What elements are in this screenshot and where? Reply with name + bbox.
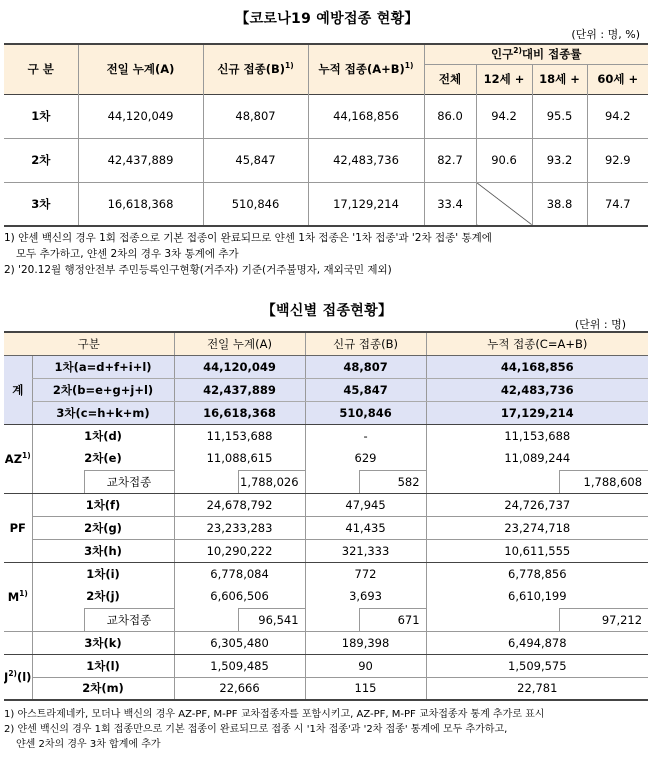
cell-new: 45,847 — [305, 378, 426, 401]
cell-cum: 6,610,199 — [426, 585, 648, 608]
cell-age18: 38.8 — [532, 182, 587, 226]
note-line: 2) 얀센 백신의 경우 1회 접종만으로 기본 접종이 완료되므로 접종 시 '1차 접종'과 '2차 접종' 통계에 모두 추가하고, — [4, 724, 508, 735]
cell-new: 115 — [305, 677, 426, 700]
cell-prev: 16,618,368 — [78, 182, 203, 226]
cell-new: 48,807 — [305, 355, 426, 378]
row-label: 1차(d) — [32, 424, 174, 447]
cell-new: 510,846 — [305, 401, 426, 424]
row-label: 2차(g) — [32, 516, 174, 539]
cell-prev: 6,305,480 — [174, 631, 305, 654]
cell-cum: 22,781 — [426, 677, 648, 700]
row-label: 2차(m) — [32, 677, 174, 700]
cell-cum: 24,726,737 — [426, 493, 648, 516]
cross-vaccination-label: 교차접종 — [84, 470, 174, 493]
row-label: 3차(k) — [32, 631, 174, 654]
cell-cum: 97,212 — [559, 608, 648, 631]
cell-cum: 1,788,608 — [559, 470, 648, 493]
cell-new: 582 — [359, 470, 426, 493]
row-label: 2차(e) — [32, 447, 174, 470]
cell-cum: 1,509,575 — [426, 654, 648, 677]
cell-prev: 44,120,049 — [174, 355, 305, 378]
group-j-label: $J^{2)}(l)$ — [4, 654, 32, 700]
row-label: 1차 — [4, 94, 78, 138]
vaccination-status-table — [4, 43, 648, 227]
cell-prev: 16,618,368 — [174, 401, 305, 424]
header-rate-group: 인구$^{2)}$대비 접종률 — [424, 44, 648, 64]
row-label: 2차(b=e+g+j+l) — [32, 378, 174, 401]
cell-prev: 1,509,485 — [174, 654, 305, 677]
row-label: 1차(f) — [32, 493, 174, 516]
header-age12: 12세 + — [476, 64, 532, 94]
cell-new: 48,807 — [203, 94, 308, 138]
cell-age18: 93.2 — [532, 138, 587, 182]
header-new: 신규 접종$(B)^{1)}$ — [203, 44, 308, 94]
cell-new: 189,398 — [305, 631, 426, 654]
group-az-label: AZ$^{1)}$ — [4, 424, 32, 493]
cell-total: 33.4 — [424, 182, 476, 226]
diagonal-empty-cell — [476, 182, 532, 226]
note-line: 얀센 2차의 경우 3차 합계에 추가 — [16, 739, 161, 750]
cell-new: 629 — [305, 447, 426, 470]
cell-new: 510,846 — [203, 182, 308, 226]
header-cum: 누적 접종(C=A+B) — [426, 332, 648, 355]
cell-prev: 6,778,084 — [174, 562, 305, 585]
cell-age18: 95.5 — [532, 94, 587, 138]
header-category: 구분 — [4, 332, 174, 355]
cell-age12: 94.2 — [476, 94, 532, 138]
table1-notes — [4, 230, 492, 278]
cell-cum: 17,129,214 — [308, 182, 424, 226]
group-pf-label: PF — [4, 493, 32, 562]
cell-new: - — [305, 424, 426, 447]
cell-prev: 11,088,615 — [174, 447, 305, 470]
cell-new: 45,847 — [203, 138, 308, 182]
cell-prev: 42,437,889 — [78, 138, 203, 182]
row-label: 2차(j) — [32, 585, 174, 608]
cell-new: 671 — [359, 608, 426, 631]
cell-new: 3,693 — [305, 585, 426, 608]
cell-prev: 24,678,792 — [174, 493, 305, 516]
header-cumulative: 누적 접종$(A+B)^{1)}$ — [308, 44, 424, 94]
table-row — [4, 94, 648, 138]
cell-new: 47,945 — [305, 493, 426, 516]
cell-age60: 92.9 — [587, 138, 648, 182]
table2-unit: (단위 : 명) — [574, 318, 626, 331]
note-line: 1) 얀센 백신의 경우 1회 접종으로 기본 접종이 완료되므로 얀센 1차 접종은 '1차 접종'과 '2차 접종' 통계에 — [4, 232, 492, 244]
cell-cum: 23,274,718 — [426, 516, 648, 539]
cell-age12: 90.6 — [476, 138, 532, 182]
cell-cum: 6,494,878 — [426, 631, 648, 654]
row-label: 3차 — [4, 182, 78, 226]
note-line: 1) 아스트라제네카, 모더나 백신의 경우 AZ-PF, M-PF 교차접종자를 포함시키고, AZ-PF, M-PF 교차접종자 통계 추가로 표시 — [4, 709, 545, 720]
cell-prev: 23,233,283 — [174, 516, 305, 539]
cell-total: 82.7 — [424, 138, 476, 182]
cell-prev: 44,120,049 — [78, 94, 203, 138]
table2-notes — [4, 707, 544, 752]
row-label: 3차(c=h+k+m) — [32, 401, 174, 424]
cell-prev: 42,437,889 — [174, 378, 305, 401]
row-label: 3차(h) — [32, 539, 174, 562]
row-label: 1차(l) — [32, 654, 174, 677]
note-line: 2) '20.12월 행정안전부 주민등록인구현황(거주자) 기준(거주불명자, 재외국민 제외) — [4, 264, 392, 276]
cell-cum: 42,483,736 — [426, 378, 648, 401]
cell-cum: 17,129,214 — [426, 401, 648, 424]
table2-title: 【백신별 접종현황】 — [261, 303, 393, 319]
cell-cum: 11,153,688 — [426, 424, 648, 447]
table-row — [4, 182, 648, 226]
cell-prev: 1,788,026 — [238, 470, 305, 493]
cell-cum: 6,778,856 — [426, 562, 648, 585]
cell-prev: 22,666 — [174, 677, 305, 700]
cell-age60: 94.2 — [587, 94, 648, 138]
group-m-label: $M^{1)}$ — [4, 562, 32, 631]
row-label: 1차(a=d+f+i+l) — [32, 355, 174, 378]
cell-cum: 10,611,555 — [426, 539, 648, 562]
cell-prev: 11,153,688 — [174, 424, 305, 447]
cell-new: 772 — [305, 562, 426, 585]
header-age60: 60세 + — [587, 64, 648, 94]
header-prev: 전일 누계(A) — [174, 332, 305, 355]
header-category: 구 분 — [4, 44, 78, 94]
row-label: 2차 — [4, 138, 78, 182]
header-total: 전체 — [424, 64, 476, 94]
table-row — [4, 138, 648, 182]
cell-cum: 11,089,244 — [426, 447, 648, 470]
row-label: 1차(i) — [32, 562, 174, 585]
table1-unit: (단위 : 명, %) — [571, 28, 640, 41]
cell-prev: 6,606,506 — [174, 585, 305, 608]
cell-cum: 42,483,736 — [308, 138, 424, 182]
cell-new: 321,333 — [305, 539, 426, 562]
cell-prev: 10,290,222 — [174, 539, 305, 562]
cell-age60: 74.7 — [587, 182, 648, 226]
table1-title: 【코로나19 예방접종 현황】 — [235, 11, 419, 27]
vaccine-type-table — [4, 331, 648, 701]
cell-new: 41,435 — [305, 516, 426, 539]
header-prev-cumulative: 전일 누계(A) — [78, 44, 203, 94]
cell-new: 90 — [305, 654, 426, 677]
cross-vaccination-label: 교차접종 — [84, 608, 174, 631]
cell-cum: 44,168,856 — [308, 94, 424, 138]
cell-cum: 44,168,856 — [426, 355, 648, 378]
group-total-label: 계 — [4, 355, 32, 424]
cell-prev: 96,541 — [238, 608, 305, 631]
header-age18: 18세 + — [532, 64, 587, 94]
note-line: 모두 추가하고, 얀센 2차의 경우 3차 통계에 추가 — [16, 248, 239, 260]
header-new: 신규 접종(B) — [305, 332, 426, 355]
cell-total: 86.0 — [424, 94, 476, 138]
